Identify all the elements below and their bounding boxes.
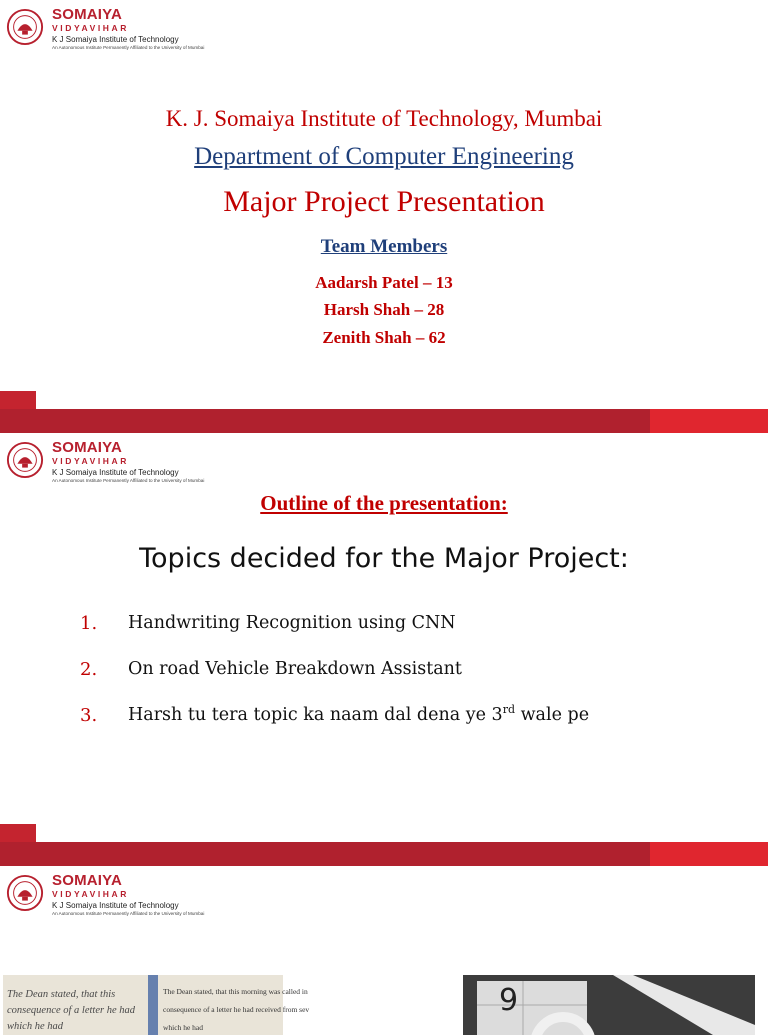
logo-tagline: An Autonomous Institute Permanently Affiliated to the University of Mumbai <box>52 45 205 50</box>
team-members-heading: Team Members <box>320 236 448 257</box>
topic-text-main: Harsh tu tera topic ka naam dal dena ye 3 <box>128 705 503 725</box>
logo-institute: K J Somaiya Institute of Technology <box>52 468 179 477</box>
footer-band <box>0 391 768 433</box>
team-member: Aadarsh Patel – 13 <box>315 273 453 292</box>
topic-number: 2. <box>80 659 98 680</box>
topic-text <box>128 705 589 725</box>
logo-subtitle: VIDYAVIHAR <box>52 23 130 33</box>
team-member: Harsh Shah – 28 <box>323 300 445 319</box>
logo-institute: K J Somaiya Institute of Technology <box>52 901 179 910</box>
presentation-title: Major Project Presentation <box>223 185 545 218</box>
handwriting-line: consequence of a letter he had <box>7 1005 135 1016</box>
institute-title: K. J. Somaiya Institute of Technology, Mumbai <box>165 106 603 131</box>
logo-subtitle: VIDYAVIHAR <box>52 456 130 466</box>
footer-band-end <box>650 842 768 866</box>
digit-recognition-image <box>463 975 755 1035</box>
slide-2 <box>0 433 768 866</box>
somaiya-emblem-icon <box>6 8 44 46</box>
slide-1 <box>0 0 768 433</box>
topic-text-tail: wale pe <box>515 705 590 725</box>
department-title: Department of Computer Engineering <box>194 143 574 170</box>
somaiya-logo <box>6 439 256 485</box>
logo-tagline: An Autonomous Institute Permanently Affiliated to the University of Mumbai <box>52 478 205 483</box>
footer-band-bar <box>0 842 650 866</box>
printed-line: The Dean stated, that this morning was called in <box>163 987 308 996</box>
topic-item <box>80 613 720 639</box>
logo-tagline: An Autonomous Institute Permanently Affiliated to the University of Mumbai <box>52 911 205 916</box>
somaiya-emblem-icon <box>6 441 44 479</box>
topic-item <box>80 659 720 685</box>
somaiya-emblem-icon <box>6 874 44 912</box>
topic-number: 1. <box>80 613 98 634</box>
handwriting-line: The Dean stated, that this <box>7 989 116 1000</box>
topic-text: On road Vehicle Breakdown Assistant <box>128 659 462 679</box>
image-divider <box>148 975 158 1035</box>
logo-name: SOMAIYA <box>52 439 123 456</box>
topic-number: 3. <box>80 705 98 726</box>
logo-institute: K J Somaiya Institute of Technology <box>52 35 179 44</box>
somaiya-logo <box>6 6 256 52</box>
logo-subtitle: VIDYAVIHAR <box>52 889 130 899</box>
footer-band-bar <box>0 409 650 433</box>
handwriting-sample-image <box>3 975 310 1035</box>
printed-line: consequence of a letter he had received from sev <box>163 1005 310 1014</box>
somaiya-logo <box>6 872 256 918</box>
footer-band-end <box>650 409 768 433</box>
footer-band <box>0 824 768 866</box>
topic-item <box>80 705 720 731</box>
handwriting-line: which he had <box>7 1021 63 1032</box>
printed-line: which he had <box>163 1023 203 1032</box>
digit-label: 9 <box>499 983 519 1018</box>
logo-name: SOMAIYA <box>52 6 123 23</box>
topic-text-superscript: rd <box>502 703 515 716</box>
topics-heading: Topics decided for the Major Project: <box>139 543 629 574</box>
logo-name: SOMAIYA <box>52 872 123 889</box>
team-member: Zenith Shah – 62 <box>322 328 446 347</box>
topic-text: Handwriting Recognition using CNN <box>128 613 456 633</box>
outline-title: Outline of the presentation: <box>260 491 508 515</box>
slide-3 <box>0 866 768 1032</box>
